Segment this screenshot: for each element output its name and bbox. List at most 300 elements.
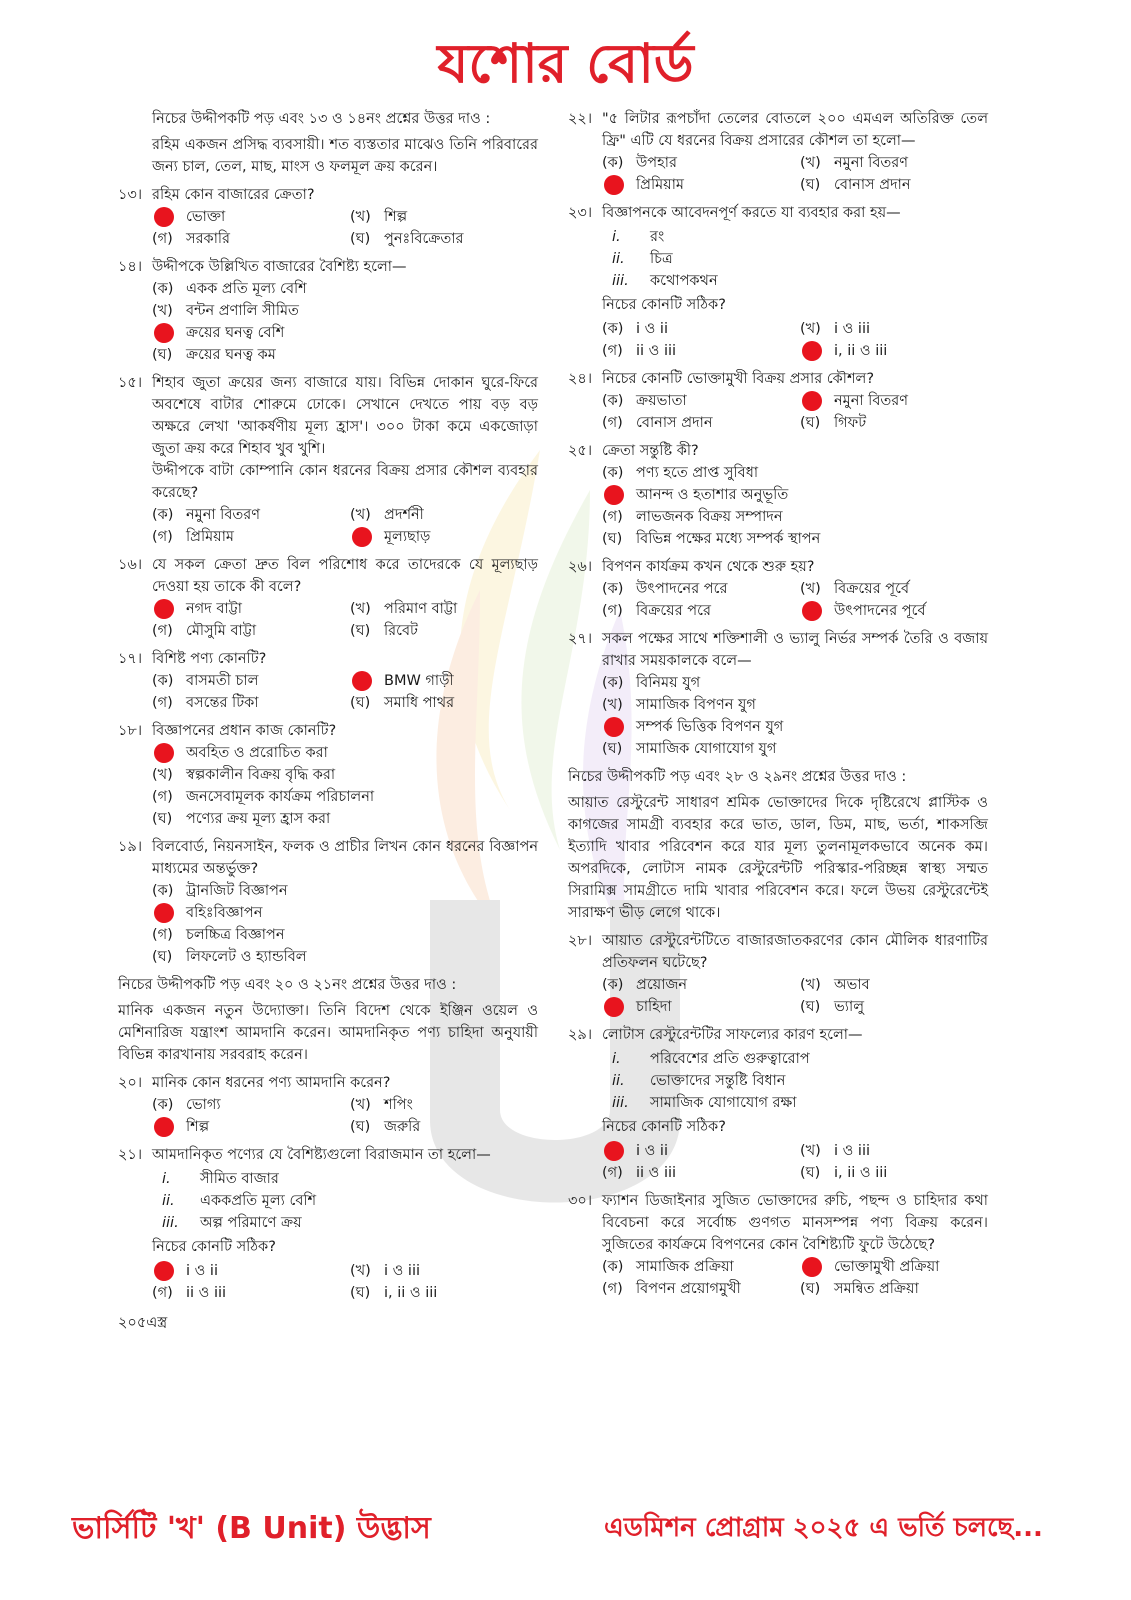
question-text: লোটাস রেস্টুরেন্টটির সাফল্যের কারণ হলো— bbox=[602, 1027, 863, 1043]
option-c[interactable] bbox=[152, 786, 538, 808]
option-label: (খ) bbox=[350, 1097, 371, 1113]
option-d[interactable] bbox=[350, 1282, 538, 1304]
statement-list bbox=[612, 226, 988, 292]
option-text: লিফলেট ও হ্যান্ডবিল bbox=[186, 949, 307, 965]
option-text: সামাজিক যোগাযোগ যুগ bbox=[636, 741, 777, 757]
stimulus-heading: নিচের উদ্দীপকটি পড় এবং ২০ ও ২১নং প্রশ্নের উত্তর দাও : bbox=[118, 977, 457, 993]
option-text: ii ও iii bbox=[636, 343, 677, 359]
question-number: ২৪। bbox=[568, 371, 593, 387]
answer-dot-icon bbox=[352, 671, 372, 691]
option-d[interactable] bbox=[800, 340, 988, 362]
option-text: মৌসুমি বাট্টা bbox=[186, 623, 257, 639]
question-text: উদ্দীপকে উল্লিখিত বাজারের বৈশিষ্ট্য হলো— bbox=[152, 259, 407, 275]
option-c[interactable] bbox=[152, 228, 340, 250]
question-number: ২৬। bbox=[568, 559, 593, 575]
option-text: বিনিময় যুগ bbox=[636, 675, 701, 691]
option-c[interactable] bbox=[602, 506, 988, 528]
question-20 bbox=[118, 1072, 538, 1138]
option-text: জরুরি bbox=[384, 1119, 421, 1135]
option-text: সমাধি পাথর bbox=[384, 695, 455, 711]
option-label: (গ) bbox=[602, 509, 623, 525]
option-label: (ক) bbox=[602, 1259, 624, 1275]
option-d[interactable] bbox=[800, 1162, 988, 1184]
option-label: (খ) bbox=[800, 1143, 821, 1159]
option-a[interactable] bbox=[152, 880, 538, 902]
option-a[interactable] bbox=[152, 504, 340, 526]
option-c[interactable] bbox=[152, 1282, 340, 1304]
option-c[interactable] bbox=[602, 1162, 790, 1184]
statement-text: কথোপকথন bbox=[650, 273, 718, 289]
page-code: ২০৫এস্ত্র bbox=[118, 1315, 168, 1331]
option-label: (ঘ) bbox=[350, 623, 371, 639]
question-number: ১৬। bbox=[118, 557, 143, 573]
question-number: ২৯। bbox=[568, 1027, 593, 1043]
statement-number: i. bbox=[612, 229, 621, 245]
stimulus-heading: নিচের উদ্দীপকটি পড় এবং ২৮ ও ২৯নং প্রশ্নের উত্তর দাও : bbox=[568, 769, 907, 785]
option-c[interactable] bbox=[602, 600, 790, 622]
option-text: বিপণন প্রয়োগমুখী bbox=[636, 1281, 741, 1297]
option-text: নমুনা বিতরণ bbox=[834, 155, 909, 171]
option-label: (খ) bbox=[152, 303, 173, 319]
option-a[interactable] bbox=[152, 598, 340, 620]
option-label: (ঘ) bbox=[152, 811, 173, 827]
statement-text: সামাজিক যোগাযোগ রক্ষা bbox=[650, 1095, 797, 1111]
option-text: সামাজিক বিপণন যুগ bbox=[636, 697, 756, 713]
option-a[interactable] bbox=[602, 1256, 790, 1278]
option-text: শপিং bbox=[384, 1097, 413, 1113]
statement-number: iii. bbox=[612, 1095, 629, 1111]
option-b[interactable] bbox=[800, 974, 988, 996]
option-a[interactable] bbox=[602, 318, 790, 340]
statement-number: ii. bbox=[612, 251, 625, 267]
option-label: (ক) bbox=[152, 883, 174, 899]
answer-dot-icon bbox=[154, 743, 174, 763]
option-label: (গ) bbox=[152, 695, 173, 711]
option-text: একক প্রতি মূল্য বেশি bbox=[186, 281, 307, 297]
option-b[interactable] bbox=[350, 1260, 538, 1282]
option-d[interactable] bbox=[350, 620, 538, 642]
option-b[interactable] bbox=[800, 1256, 988, 1278]
option-label: (ক) bbox=[602, 321, 624, 337]
option-label: (খ) bbox=[800, 321, 821, 337]
option-b[interactable] bbox=[350, 1094, 538, 1116]
question-text: মানিক কোন ধরনের পণ্য আমদানি করেন? bbox=[152, 1075, 391, 1091]
sub-question: নিচের কোনটি সঠিক? bbox=[152, 1239, 276, 1255]
option-b[interactable] bbox=[350, 670, 538, 692]
option-text: অভাব bbox=[834, 977, 870, 993]
question-27 bbox=[568, 628, 988, 760]
option-label: (ক) bbox=[602, 581, 624, 597]
page-title: যশোর বোর্ড bbox=[437, 32, 694, 95]
question-29 bbox=[568, 1024, 988, 1184]
option-a[interactable] bbox=[602, 462, 988, 484]
option-text: i, ii ও iii bbox=[384, 1285, 438, 1301]
question-text: বিলবোর্ড, নিয়নসাইন, ফলক ও প্রাচীর লিখন কোন ধরনের বিজ্ঞাপন মাধ্যমের অন্তর্ভুক্ত? bbox=[152, 839, 538, 877]
question-number: ১৯। bbox=[118, 839, 143, 855]
option-text: সামাজিক প্রক্রিয়া bbox=[636, 1259, 734, 1275]
option-d[interactable] bbox=[152, 946, 538, 968]
question-text: আমদানিকৃত পণ্যের যে বৈশিষ্ট্যগুলো বিরাজমান তা হলো— bbox=[152, 1147, 491, 1163]
option-label: (ঘ) bbox=[602, 531, 623, 547]
option-text: ক্রয়ের ঘনত্ব কম bbox=[186, 347, 276, 363]
question-text: বিজ্ঞাপনকে আবেদনপূর্ণ করতে যা ব্যবহার করা হয়— bbox=[602, 205, 901, 221]
answer-dot-icon bbox=[154, 207, 174, 227]
question-number: ১৫। bbox=[118, 375, 143, 391]
option-text: ভোক্তা bbox=[186, 209, 226, 225]
option-text: গিফট bbox=[834, 415, 867, 431]
question-number: ১৩। bbox=[118, 187, 143, 203]
option-label: (খ) bbox=[152, 767, 173, 783]
option-d[interactable] bbox=[350, 228, 538, 250]
option-a[interactable] bbox=[152, 670, 340, 692]
option-label: (ক) bbox=[602, 977, 624, 993]
option-text: বাসমতী চাল bbox=[186, 673, 259, 689]
question-text: নিচের কোনটি ভোক্তামুখী বিক্রয় প্রসার কৌশল? bbox=[602, 371, 875, 387]
option-text: ক্রয়ের ঘনত্ব বেশি bbox=[186, 325, 285, 341]
answer-dot-icon bbox=[154, 599, 174, 619]
stimulus-13-14 bbox=[152, 108, 538, 178]
question-text: বিজ্ঞাপনের প্রধান কাজ কোনটি? bbox=[152, 723, 337, 739]
option-b[interactable] bbox=[152, 764, 538, 786]
stimulus-text: রহিম একজন প্রসিদ্ধ ব্যবসায়ী। শত ব্যস্ততার মাঝেও তিনি পরিবারের জন্য চাল, তেল, মাছ, মাংস ও ফলমূল ক্রয় করেন। bbox=[152, 137, 538, 175]
option-text: উপহার bbox=[636, 155, 677, 171]
option-c[interactable] bbox=[602, 174, 790, 196]
statement-text: অল্প পরিমাণে ক্রয় bbox=[200, 1215, 302, 1231]
option-text: পরিমাণ বাট্টা bbox=[384, 601, 458, 617]
option-text: বহিঃবিজ্ঞাপন bbox=[186, 905, 263, 921]
option-text: আনন্দ ও হতাশার অনুভূতি bbox=[636, 487, 789, 503]
footer-brand: ভার্সিটি 'খ' (B Unit) উদ্ভাস bbox=[72, 1511, 431, 1546]
option-a[interactable] bbox=[152, 278, 538, 300]
option-d[interactable] bbox=[800, 996, 988, 1018]
option-c[interactable] bbox=[152, 322, 538, 344]
option-c[interactable] bbox=[602, 1278, 790, 1300]
option-text: নমুনা বিতরণ bbox=[834, 393, 909, 409]
option-label: (গ) bbox=[602, 603, 623, 619]
option-c[interactable] bbox=[152, 1116, 340, 1138]
option-b[interactable] bbox=[350, 598, 538, 620]
option-d[interactable] bbox=[800, 174, 988, 196]
option-text: পুনঃবিক্রেতার bbox=[384, 231, 464, 247]
question-text: ক্রেতা সন্তুষ্টি কী? bbox=[602, 443, 699, 459]
option-d[interactable] bbox=[602, 528, 988, 550]
option-label: (ঘ) bbox=[602, 741, 623, 757]
option-text: নগদ বাট্টা bbox=[186, 601, 243, 617]
option-text: i ও ii bbox=[636, 321, 668, 337]
option-c[interactable] bbox=[152, 526, 340, 548]
option-d[interactable] bbox=[800, 412, 988, 434]
question-number: ২৫। bbox=[568, 443, 593, 459]
question-text: বিশিষ্ট পণ্য কোনটি? bbox=[152, 651, 267, 667]
option-d[interactable] bbox=[350, 1116, 538, 1138]
option-text: চাহিদা bbox=[636, 999, 672, 1015]
statement-text: এককপ্রতি মূল্য বেশি bbox=[200, 1193, 317, 1209]
question-22 bbox=[568, 108, 988, 196]
answer-dot-icon bbox=[604, 717, 624, 737]
option-text: ভোগ্য bbox=[186, 1097, 221, 1113]
option-text: BMW গাড়ী bbox=[384, 673, 454, 689]
option-label: (গ) bbox=[602, 343, 623, 359]
option-label: (ঘ) bbox=[350, 1119, 371, 1135]
sub-question: নিচের কোনটি সঠিক? bbox=[602, 297, 726, 313]
question-text: "৫ লিটার রূপচাঁদা তেলের বোতলে ২০০ এমএল অতিরিক্ত তেল ফ্রি" এটি যে ধরনের বিক্রয় প্রসারের কৌশল তা হলো— bbox=[602, 111, 988, 149]
option-a[interactable] bbox=[152, 1260, 340, 1282]
option-b[interactable] bbox=[602, 694, 988, 716]
option-text: স্বল্পকালীন বিক্রয় বৃদ্ধি করা bbox=[186, 767, 336, 783]
option-label: (খ) bbox=[800, 581, 821, 597]
option-label: (গ) bbox=[602, 1281, 623, 1297]
option-a[interactable] bbox=[602, 578, 790, 600]
option-text: i, ii ও iii bbox=[834, 1165, 888, 1181]
option-c[interactable] bbox=[152, 924, 538, 946]
question-number: ৩০। bbox=[568, 1193, 593, 1209]
option-label: (খ) bbox=[350, 601, 371, 617]
option-label: (ঘ) bbox=[800, 1165, 821, 1181]
option-d[interactable] bbox=[602, 738, 988, 760]
option-text: ii ও iii bbox=[186, 1285, 227, 1301]
option-b[interactable] bbox=[800, 390, 988, 412]
question-number: ১৪। bbox=[118, 259, 143, 275]
question-number: ২০। bbox=[118, 1075, 143, 1091]
option-label: (ক) bbox=[602, 465, 624, 481]
option-label: (খ) bbox=[350, 209, 371, 225]
stimulus-20-21 bbox=[118, 974, 538, 1066]
option-text: বোনাস প্রদান bbox=[636, 415, 713, 431]
option-text: ভোক্তামুখী প্রক্রিয়া bbox=[834, 1259, 940, 1275]
option-text: মূল্যছাড় bbox=[384, 529, 431, 545]
question-text: যে সকল ক্রেতা দ্রুত বিল পরিশোধ করে তাদেরকে যে মূল্যছাড় দেওয়া হয় তাকে কী বলে? bbox=[152, 557, 538, 595]
answer-dot-icon bbox=[802, 1257, 822, 1277]
option-label: (গ) bbox=[152, 623, 173, 639]
statement-number: i. bbox=[612, 1051, 621, 1067]
option-b[interactable] bbox=[152, 902, 538, 924]
statement-text: চিত্র bbox=[650, 251, 673, 267]
option-text: i ও iii bbox=[834, 1143, 871, 1159]
option-d[interactable] bbox=[152, 344, 538, 366]
question-text: ফ্যাশন ডিজাইনার সুজিত ভোক্তাদের রুচি, পছন্দ ও চাহিদার কথা বিবেচনা করে সর্বোচ্চ গুণগত মানসম্পন্ন পণ্য বিক্রয় করেন। সুজিতের কার্যক্রমে বিপণনের কোন বৈশিষ্ট্যটি ফুটে উঠেছে? bbox=[602, 1193, 988, 1253]
question-number: ২৭। bbox=[568, 631, 593, 647]
statement-list bbox=[612, 1048, 988, 1114]
right-column bbox=[568, 108, 988, 1306]
option-label: (ক) bbox=[602, 393, 624, 409]
stimulus-heading: নিচের উদ্দীপকটি পড় এবং ১৩ ও ১৪নং প্রশ্নের উত্তর দাও : bbox=[152, 111, 491, 127]
option-label: (গ) bbox=[152, 927, 173, 943]
question-21 bbox=[118, 1144, 538, 1304]
option-a[interactable] bbox=[602, 974, 790, 996]
option-text: পণ্য হতে প্রাপ্ত সুবিধা bbox=[636, 465, 759, 481]
question-text: বিপণন কার্যক্রম কখন থেকে শুরু হয়? bbox=[602, 559, 815, 575]
option-a[interactable] bbox=[152, 206, 340, 228]
option-label: (খ) bbox=[800, 155, 821, 171]
option-text: নমুনা বিতরণ bbox=[186, 507, 261, 523]
option-c[interactable] bbox=[152, 620, 340, 642]
option-text: জনসেবামূলক কার্যক্রম পরিচালনা bbox=[186, 789, 375, 805]
option-text: সম্পর্ক ভিত্তিক বিপণন যুগ bbox=[636, 719, 784, 735]
option-a[interactable] bbox=[602, 1140, 790, 1162]
option-text: উৎপাদনের পরে bbox=[636, 581, 728, 597]
option-text: বিক্রয়ের পূর্বে bbox=[834, 581, 910, 597]
option-text: ট্রানজিট বিজ্ঞাপন bbox=[186, 883, 288, 899]
answer-dot-icon bbox=[154, 1117, 174, 1137]
option-text: i ও iii bbox=[834, 321, 871, 337]
statement-text: রং bbox=[650, 229, 665, 245]
question-18 bbox=[118, 720, 538, 830]
option-a[interactable] bbox=[602, 672, 988, 694]
option-label: (ক) bbox=[602, 155, 624, 171]
option-label: (গ) bbox=[152, 529, 173, 545]
answer-dot-icon bbox=[154, 1261, 174, 1281]
option-text: প্রয়োজন bbox=[636, 977, 688, 993]
option-b[interactable] bbox=[800, 318, 988, 340]
statement-list bbox=[162, 1168, 538, 1234]
question-text: উদ্দীপকে বাটা কোম্পানি কোন ধরনের বিক্রয় প্রসার কৌশল ব্যবহার করেছে? bbox=[152, 463, 538, 501]
option-text: বিক্রয়ের পরে bbox=[636, 603, 711, 619]
statement-text: ভোক্তাদের সন্তুষ্টি বিধান bbox=[650, 1073, 786, 1089]
option-text: বন্টন প্রণালি সীমিত bbox=[186, 303, 299, 319]
option-c[interactable] bbox=[152, 692, 340, 714]
statement-number: iii. bbox=[612, 273, 629, 289]
option-a[interactable] bbox=[152, 742, 538, 764]
option-b[interactable] bbox=[152, 300, 538, 322]
statement-number: ii. bbox=[162, 1193, 175, 1209]
option-label: (ঘ) bbox=[800, 177, 821, 193]
option-d[interactable] bbox=[350, 692, 538, 714]
option-a[interactable] bbox=[602, 152, 790, 174]
option-label: (ক) bbox=[152, 1097, 174, 1113]
option-b[interactable] bbox=[350, 206, 538, 228]
question-number: ২১। bbox=[118, 1147, 143, 1163]
question-17 bbox=[118, 648, 538, 714]
question-text: রহিম কোন বাজারের ক্রেতা? bbox=[152, 187, 315, 203]
option-text: শিল্প bbox=[186, 1119, 210, 1135]
option-text: ভ্যালু bbox=[834, 999, 865, 1015]
question-stem: শিহাব জুতা ক্রয়ের জন্য বাজারে যায়। বিভিন্ন দোকান ঘুরে-ফিরে অবশেষে বাটার শোরুমে ঢোকে। সেখানে দেখতে পায় বড় বড় অক্ষরে লেখা 'আকর্ষণীয় মূল্য হ্রাস'। ৩০০ টাকা কমে একজোড়া জুতা ক্রয় করে শিহাব খুব খুশি। bbox=[152, 375, 538, 457]
answer-dot-icon bbox=[604, 997, 624, 1017]
option-label: (ঘ) bbox=[350, 695, 371, 711]
question-number: ২৩। bbox=[568, 205, 593, 221]
option-label: (ক) bbox=[152, 673, 174, 689]
question-15 bbox=[118, 372, 538, 548]
stimulus-text: মানিক একজন নতুন উদ্যোক্তা। তিনি বিদেশ থেকে ইঞ্জিন ওয়েল ও মেশিনারিজ যন্ত্রাংশ আমদানি করেন। আমদানিকৃত পণ্য চাহিদা অনুযায়ী বিভিন্ন কারখানায় সরবরাহ করেন। bbox=[118, 1003, 538, 1063]
option-label: (ঘ) bbox=[152, 949, 173, 965]
option-text: পণ্যের ক্রয় মূল্য হ্রাস করা bbox=[186, 811, 331, 827]
question-23 bbox=[568, 202, 988, 362]
question-number: ১৮। bbox=[118, 723, 143, 739]
question-19 bbox=[118, 836, 538, 968]
option-label: (ঘ) bbox=[800, 1281, 821, 1297]
option-label: (ঘ) bbox=[800, 415, 821, 431]
question-number: ২৮। bbox=[568, 933, 593, 949]
option-text: প্রিমিয়াম bbox=[636, 177, 684, 193]
footer-admission-banner: এডমিশন প্রোগ্রাম ২০২৫ এ ভর্তি চলছে... bbox=[604, 1513, 1043, 1543]
question-13 bbox=[118, 184, 538, 250]
option-label: (খ) bbox=[350, 507, 371, 523]
option-text: বোনাস প্রদান bbox=[834, 177, 911, 193]
option-text: সরকারি bbox=[186, 231, 231, 247]
option-label: (খ) bbox=[602, 697, 623, 713]
option-label: (ঘ) bbox=[800, 999, 821, 1015]
question-24 bbox=[568, 368, 988, 434]
option-text: i ও ii bbox=[186, 1263, 218, 1279]
question-text: সকল পক্ষের সাথে শক্তিশালী ও ভ্যালু নির্ভর সম্পর্ক তৈরি ও বজায় রাখার সময়কালকে বলে— bbox=[602, 631, 988, 669]
answer-dot-icon bbox=[802, 341, 822, 361]
option-b[interactable] bbox=[800, 152, 988, 174]
answer-dot-icon bbox=[154, 323, 174, 343]
question-28 bbox=[568, 930, 988, 1018]
answer-dot-icon bbox=[802, 601, 822, 621]
answer-dot-icon bbox=[604, 1141, 624, 1161]
question-30 bbox=[568, 1190, 988, 1300]
option-b[interactable] bbox=[800, 578, 988, 600]
option-text: শিল্প bbox=[384, 209, 408, 225]
option-text: লাভজনক বিক্রয় সম্পাদন bbox=[636, 509, 783, 525]
option-text: অবহিত ও প্ররোচিত করা bbox=[186, 745, 328, 761]
option-d[interactable] bbox=[800, 600, 988, 622]
option-label: (গ) bbox=[152, 1285, 173, 1301]
option-c[interactable] bbox=[602, 996, 790, 1018]
option-c[interactable] bbox=[602, 340, 790, 362]
option-label: (গ) bbox=[602, 1165, 623, 1181]
option-label: (ঘ) bbox=[152, 347, 173, 363]
option-c[interactable] bbox=[602, 716, 988, 738]
statement-number: i. bbox=[162, 1171, 171, 1187]
statement-number: iii. bbox=[162, 1215, 179, 1231]
option-text: বিভিন্ন পক্ষের মধ্যে সম্পর্ক স্থাপন bbox=[636, 531, 821, 547]
option-text: i, ii ও iii bbox=[834, 343, 888, 359]
option-text: চলচ্চিত্র বিজ্ঞাপন bbox=[186, 927, 285, 943]
option-text: i ও iii bbox=[384, 1263, 421, 1279]
statement-text: পরিবেশের প্রতি গুরুত্বারোপ bbox=[650, 1051, 810, 1067]
option-c[interactable] bbox=[602, 412, 790, 434]
statement-number: ii. bbox=[612, 1073, 625, 1089]
option-label: (ক) bbox=[602, 675, 624, 691]
option-a[interactable] bbox=[152, 1094, 340, 1116]
option-label: (গ) bbox=[602, 415, 623, 431]
question-14 bbox=[118, 256, 538, 366]
question-number: ১৭। bbox=[118, 651, 143, 667]
option-text: প্রিমিয়াম bbox=[186, 529, 234, 545]
answer-dot-icon bbox=[154, 903, 174, 923]
answer-dot-icon bbox=[604, 485, 624, 505]
option-b[interactable] bbox=[602, 484, 988, 506]
option-a[interactable] bbox=[602, 390, 790, 412]
left-column bbox=[118, 108, 538, 1334]
option-text: ii ও iii bbox=[636, 1165, 677, 1181]
option-text: বসন্তের টিকা bbox=[186, 695, 259, 711]
sub-question: নিচের কোনটি সঠিক? bbox=[602, 1119, 726, 1135]
option-d[interactable] bbox=[800, 1278, 988, 1300]
option-d[interactable] bbox=[152, 808, 538, 830]
answer-dot-icon bbox=[352, 527, 372, 547]
statement-text: সীমিত বাজার bbox=[200, 1171, 279, 1187]
option-label: (ক) bbox=[152, 281, 174, 297]
question-16 bbox=[118, 554, 538, 642]
option-b[interactable] bbox=[350, 504, 538, 526]
option-text: সমন্বিত প্রক্রিয়া bbox=[834, 1281, 919, 1297]
option-b[interactable] bbox=[800, 1140, 988, 1162]
option-label: (খ) bbox=[350, 1263, 371, 1279]
option-label: (ক) bbox=[152, 507, 174, 523]
option-text: প্রদর্শনী bbox=[384, 507, 424, 523]
option-label: (খ) bbox=[800, 977, 821, 993]
option-label: (গ) bbox=[152, 789, 173, 805]
option-text: ক্রয়ভাতা bbox=[636, 393, 687, 409]
option-d[interactable] bbox=[350, 526, 538, 548]
option-label: (গ) bbox=[152, 231, 173, 247]
stimulus-28-29 bbox=[568, 766, 988, 924]
option-text: রিবেট bbox=[384, 623, 418, 639]
option-text: i ও ii bbox=[636, 1143, 668, 1159]
